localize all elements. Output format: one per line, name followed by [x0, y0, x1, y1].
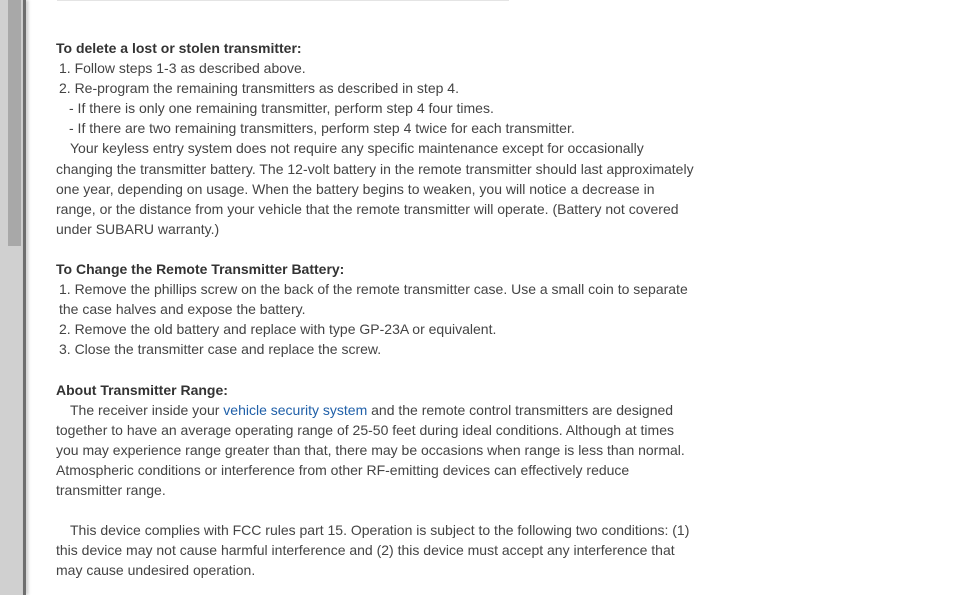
spacer	[56, 239, 696, 259]
delete-bullet-1: - If there is only one remaining transmitter, perform step 4 four times.	[69, 100, 494, 117]
battery-step-1: 1. Remove the phillips screw on the back of the remote transmitter case. Use a small coin to separate the case halves and expose the battery.	[59, 281, 688, 318]
delete-transmitter-heading: To delete a lost or stolen transmitter:	[56, 40, 302, 56]
battery-heading: To Change the Remote Transmitter Battery:	[56, 261, 345, 278]
spacer	[56, 360, 696, 380]
range-text-before-link: The receiver inside your	[70, 401, 224, 418]
range-heading: About Transmitter Range:	[56, 381, 228, 398]
battery-step-3: 3. Close the transmitter case and replace the screw.	[59, 341, 382, 358]
scrollbar-thumb[interactable]	[8, 0, 21, 246]
panel-divider	[23, 0, 26, 595]
range-text-after-link: and the remote control transmitters are designed together to have an average operating range of 25-50 feet during ideal conditions. Although at times you may experience range greater than that, there may be occasions when range is less than normal. Atmospheric conditions or interference from other RF-emitting devices can effectively reduce transmitter range.	[56, 401, 685, 499]
scrollbar-track[interactable]	[0, 0, 24, 595]
delete-step-1: 1. Follow steps 1-3 as described above.	[59, 60, 306, 77]
top-divider	[57, 0, 509, 1]
document-content	[56, 38, 696, 581]
delete-step-2: 2. Re-program the remaining transmitters as described in step 4.	[59, 80, 459, 97]
fcc-paragraph: This device complies with FCC rules part 15. Operation is subject to the following two conditions: (1) this device may not cause harmful interference and (2) this device must accept any interference that may cause undesired operation.	[56, 522, 690, 579]
range-paragraph	[56, 400, 696, 500]
battery-step-2: 2. Remove the old battery and replace with type GP-23A or equivalent.	[59, 321, 497, 338]
maintenance-paragraph: Your keyless entry system does not require any specific maintenance except for occasionally changing the transmitter battery. The 12-volt battery in the remote transmitter should last approximately one year, depending on usage. When the battery begins to weaken, you will notice a decrease in range, or the distance from your vehicle that the remote transmitter will operate. (Battery not covered under SUBARU warranty.)	[56, 140, 694, 237]
vehicle-security-system-link[interactable]: vehicle security system	[223, 401, 368, 418]
spacer	[56, 500, 696, 520]
delete-bullet-2: - If there are two remaining transmitters, perform step 4 twice for each transmitter.	[69, 120, 575, 137]
